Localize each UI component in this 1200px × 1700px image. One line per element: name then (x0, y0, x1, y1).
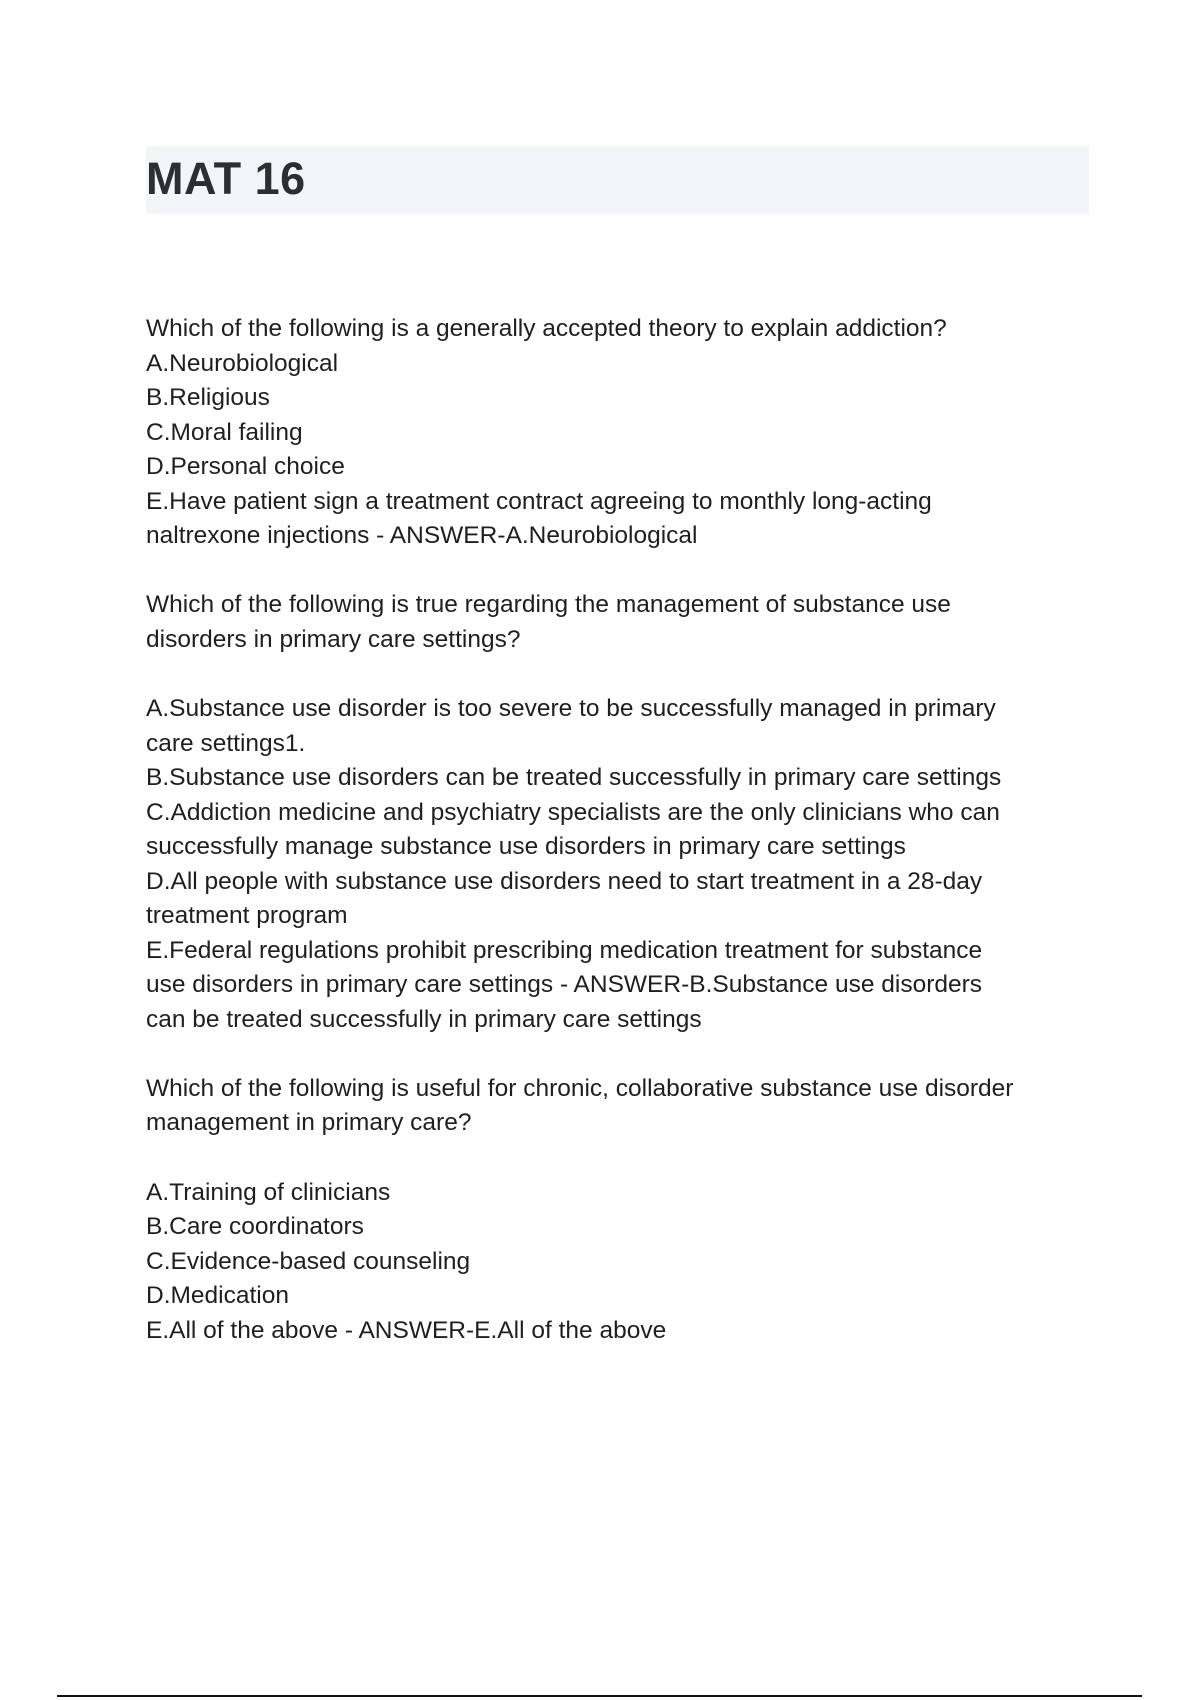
spacer (146, 657, 1086, 692)
question-2-option-d: D.All people with substance use disorders need to start treatment in a 28-day (146, 867, 983, 895)
question-2-stem: disorders in primary care settings? (146, 625, 521, 653)
question-3-answer: E.All of the above - ANSWER-E.All of the above (146, 1316, 667, 1344)
question-2-answer: can be treated successfully in primary care settings (146, 1005, 702, 1033)
question-3-option-b: B.Care coordinators (146, 1213, 364, 1240)
question-block-3 (146, 1072, 1086, 1349)
spacer (146, 1141, 1086, 1176)
question-2-option-b: B.Substance use disorders can be treated successfully in primary care settings (146, 764, 1002, 791)
page-title: MAT 16 (146, 153, 306, 204)
question-3-option-d: D.Medication (146, 1282, 289, 1309)
question-1-stem: Which of the following is a generally accepted theory to explain addiction? (146, 315, 947, 342)
question-2-option-c: C.Addiction medicine and psychiatry specialists are the only clinicians who can (146, 798, 1000, 826)
question-1-option-e: E.Have patient sign a treatment contract agreeing to monthly long-acting (146, 487, 932, 515)
spacer (146, 554, 1086, 589)
question-3-stem: Which of the following is useful for chronic, collaborative substance use disorder (146, 1074, 1014, 1102)
question-3-option-c: C.Evidence-based counseling (146, 1247, 471, 1275)
question-2-stem: Which of the following is true regarding the management of substance use (146, 591, 951, 618)
question-3-option-a: A.Training of clinicians (146, 1178, 391, 1206)
question-3-stem: management in primary care? (146, 1109, 472, 1136)
question-1-option-c: C.Moral failing (146, 418, 303, 446)
question-2-option-d: treatment program (146, 902, 348, 929)
question-block-2 (146, 588, 1086, 1037)
question-1-option-d: D.Personal choice (146, 453, 345, 480)
question-2-option-e: E.Federal regulations prohibit prescribing medication treatment for substance (146, 936, 983, 964)
question-2-option-c: successfully manage substance use disorders in primary care settings (146, 833, 906, 860)
footer-divider (57, 1695, 1142, 1697)
question-1-answer: naltrexone injections - ANSWER-A.Neurobiological (146, 522, 698, 549)
title-banner (146, 146, 1089, 214)
question-1-option-a: A.Neurobiological (146, 349, 339, 377)
question-2-option-a: A.Substance use disorder is too severe to be successfully managed in primary (146, 695, 996, 722)
question-block-1 (146, 312, 1086, 554)
document-body (146, 312, 1086, 1348)
question-2-option-a: care settings1. (146, 729, 306, 757)
question-1-option-b: B.Religious (146, 384, 270, 411)
question-2-answer: use disorders in primary care settings - ANSWER-B.Substance use disorders (146, 971, 983, 998)
spacer (146, 1037, 1086, 1072)
